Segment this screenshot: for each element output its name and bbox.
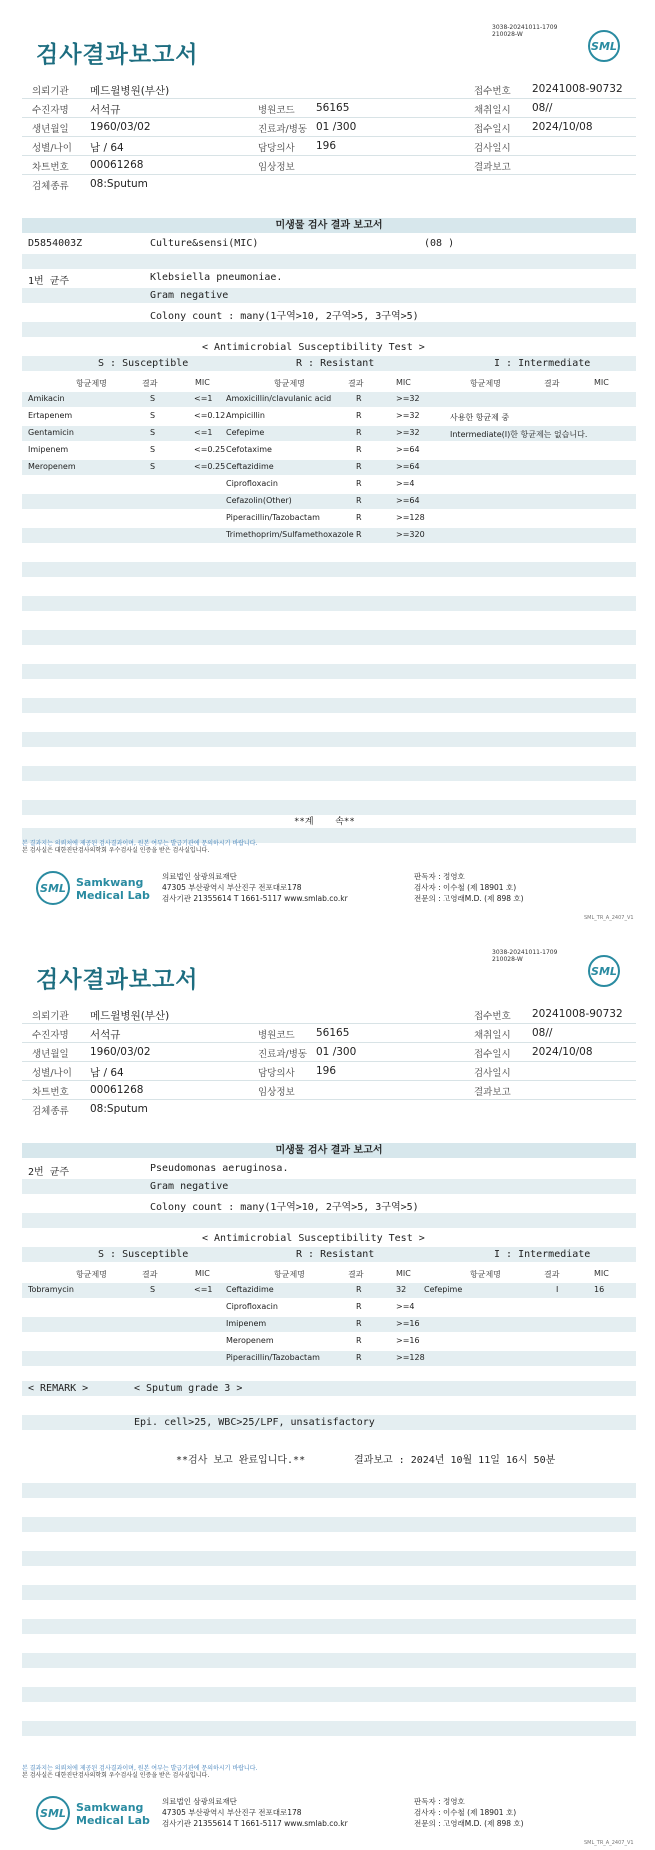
ast-drug-cell: Piperacillin/Tazobactam (226, 513, 320, 522)
footer-notice (22, 1765, 257, 1779)
ast-mic-cell: >=64 (396, 462, 420, 471)
ast-mic-cell: >=16 (396, 1319, 420, 1328)
ast-result-cell: S (150, 1285, 156, 1294)
client-value: 메드윌병원(부산) (90, 1010, 170, 1022)
ast-drug-cell: Tobramycin (28, 1285, 74, 1294)
report-label: 결과보고 (474, 162, 511, 173)
addr-line: 의료법인 삼광의료재단 (162, 872, 237, 881)
ast-mic-cell: >=32 (396, 394, 420, 403)
barcode-code (492, 24, 557, 38)
sex-age-value: 남 / 64 (90, 142, 124, 154)
ast-result-cell: R (356, 394, 362, 403)
ast-drug-cell: Meropenem (28, 462, 76, 471)
info-row (22, 175, 636, 194)
info-row (22, 1100, 636, 1119)
stripe (22, 288, 636, 303)
ast-mic-cell: >=320 (396, 530, 425, 539)
ast-row-stripe (22, 460, 636, 475)
organism-name: Klebsiella pneumoniae. (150, 272, 283, 283)
dept-value: 01 /300 (316, 121, 357, 133)
col-mic-header: MIC (195, 378, 210, 387)
footer-signatures (414, 871, 524, 904)
stripe (22, 596, 636, 611)
stripe (22, 1687, 636, 1702)
stripe (22, 322, 636, 337)
footer-notice (22, 840, 257, 854)
doc-code: SML_TR_A_2407_V1 (584, 915, 634, 921)
hosp-code-label: 병원코드 (258, 1030, 295, 1041)
sml-logo: SML (588, 955, 620, 987)
info-row (22, 1081, 636, 1100)
info-row (22, 156, 636, 175)
notice-line: 본 검사실은 대한진단검사의학회 우수검사실 인증을 받은 검사실입니다. (22, 847, 210, 854)
stripe (22, 1653, 636, 1668)
report-label: 결과보고 (474, 1087, 511, 1098)
colony-count: Colony count : many(1구역>10, 2구역>5, 3구역>5) (150, 1202, 419, 1213)
receipt-date-value: 2024/10/08 (532, 121, 593, 133)
ast-drug-cell: Cefazolin(Other) (226, 496, 292, 505)
sex-age-label: 성별/나이 (32, 1068, 72, 1079)
continued-text: **계 속** (294, 817, 355, 827)
section-title: 미생물 검사 결과 보고서 (22, 218, 636, 233)
remark-grade: < Sputum grade 3 > (134, 1383, 243, 1394)
ast-mic-cell: 32 (396, 1285, 407, 1294)
chart-value: 00061268 (90, 159, 144, 171)
sml-logo: SML (588, 30, 620, 62)
organism-label: 2번 균주 (28, 1167, 70, 1178)
specimen-label: 검체종류 (32, 181, 69, 192)
sign-line: 검사자 : 이수철 (제 18901 호) (414, 1808, 517, 1817)
ast-drug-cell: Trimethoprim/Sulfamethoxazole (226, 530, 354, 539)
doctor-value: 196 (316, 1065, 337, 1077)
ast-mic-cell: >=4 (396, 479, 415, 488)
ast-drug-cell: Ciprofloxacin (226, 1302, 278, 1311)
legend-intermediate: I : Intermediate (494, 358, 591, 369)
dept-label: 진료과/병동 (258, 124, 308, 135)
gram-stain: Gram negative (150, 1181, 229, 1192)
legend-susceptible: S : Susceptible (98, 1249, 189, 1260)
info-row (22, 99, 636, 118)
specimen-label: 검체종류 (32, 1106, 69, 1117)
ast-result-cell: I (556, 1285, 559, 1294)
receipt-no-value: 20241008-90732 (532, 1008, 623, 1020)
intermediate-note: 사용한 항균제 중 (450, 413, 510, 422)
ast-title: < Antimicrobial Susceptibility Test > (202, 342, 425, 353)
ast-result-cell: R (356, 462, 362, 471)
receipt-no-value: 20241008-90732 (532, 83, 623, 95)
col-result-header: 결과 (544, 1270, 560, 1279)
col-drug-header: 항균제명 (470, 1270, 501, 1279)
ast-result-cell: S (150, 445, 156, 454)
stripe (22, 562, 636, 577)
receipt-date-label: 접수일시 (474, 124, 511, 135)
info-row (22, 1043, 636, 1062)
footer-signatures (414, 1796, 524, 1829)
stripe (22, 254, 636, 269)
collect-date-label: 채취일시 (474, 1030, 511, 1041)
info-row (22, 137, 636, 156)
stripe (22, 698, 636, 713)
ast-drug-cell: Cefotaxime (226, 445, 272, 454)
patient-value: 서석규 (90, 1029, 121, 1041)
ast-mic-cell: >=16 (396, 1336, 420, 1345)
hosp-code-label: 병원코드 (258, 105, 295, 116)
code-line-2: 210028-W (492, 31, 523, 38)
ast-mic-cell: >=4 (396, 1302, 415, 1311)
ast-mic-cell: >=32 (396, 411, 420, 420)
col-result-header: 결과 (348, 1270, 364, 1279)
birth-label: 생년월일 (32, 124, 69, 135)
sign-line: 전문의 : 고영래M.D. (제 898 호) (414, 894, 524, 903)
ast-drug-cell: Amoxicillin/clavulanic acid (226, 394, 332, 403)
addr-line: 의료법인 삼광의료재단 (162, 1797, 237, 1806)
ast-drug-cell: Meropenem (226, 1336, 274, 1345)
collect-date-label: 채취일시 (474, 105, 511, 116)
birth-value: 1960/03/02 (90, 121, 151, 133)
organism-name: Pseudomonas aeruginosa. (150, 1163, 289, 1174)
info-row (22, 118, 636, 137)
footer-sml-logo: SML (36, 871, 70, 905)
ast-mic-cell: 16 (594, 1285, 605, 1294)
hosp-code-value: 56165 (316, 1027, 350, 1039)
sign-line: 판독자 : 정영호 (414, 872, 465, 881)
notice-line: 본 결과지는 의뢰처에 제공된 검사결과이며, 원본 여부는 발급기관에 문의하시기 바랍니다. (22, 840, 258, 847)
client-value: 메드윌병원(부산) (90, 85, 170, 97)
patient-info (22, 80, 636, 194)
test-code: D5854003Z (28, 238, 83, 249)
info-row (22, 80, 636, 99)
col-drug-header: 항균제명 (274, 379, 305, 388)
addr-line: 47305 부산광역시 부산진구 전포대로178 (162, 1808, 302, 1817)
stripe (22, 766, 636, 781)
legend-susceptible: S : Susceptible (98, 358, 189, 369)
code-line-1: 3038-20241011-1709 (492, 24, 558, 31)
barcode-code (492, 949, 557, 963)
colony-count: Colony count : many(1구역>10, 2구역>5, 3구역>5) (150, 311, 419, 322)
ast-result-cell: R (356, 411, 362, 420)
patient-label: 수진자명 (32, 1030, 69, 1041)
notice-line: 본 결과지는 의뢰처에 제공된 검사결과이며, 원본 여부는 발급기관에 문의하시기 바랍니다. (22, 1765, 258, 1772)
client-label: 의뢰기관 (32, 86, 69, 97)
specimen-value: 08:Sputum (90, 178, 148, 190)
brand-line: Medical Lab (76, 889, 150, 902)
stripe (22, 1619, 636, 1634)
brand-line: Samkwang (76, 876, 144, 889)
ast-result-cell: R (356, 530, 362, 539)
footer-sml-logo: SML (36, 1796, 70, 1830)
sign-line: 검사자 : 이수철 (제 18901 호) (414, 883, 517, 892)
ast-result-cell: R (356, 1353, 362, 1362)
ast-mic-cell: <=1 (194, 428, 213, 437)
ast-mic-cell: >=64 (396, 496, 420, 505)
stripe (22, 1721, 636, 1736)
ast-result-cell: R (356, 479, 362, 488)
page-title: 검사결과보고서 (36, 42, 199, 68)
ast-mic-cell: <=1 (194, 394, 213, 403)
test-date-label: 검사일시 (474, 143, 511, 154)
sex-age-value: 남 / 64 (90, 1067, 124, 1079)
test-num: (08 ) (424, 238, 455, 249)
section-title: 미생물 검사 결과 보고서 (22, 1143, 636, 1158)
doctor-value: 196 (316, 140, 337, 152)
addr-line: 검사기관 21355614 T 1661-5117 www.smlab.co.kr (162, 1819, 348, 1828)
col-result-header: 결과 (348, 379, 364, 388)
col-drug-header: 항균제명 (274, 1270, 305, 1279)
col-mic-header: MIC (396, 378, 411, 387)
stripe (22, 732, 636, 747)
stripe (22, 664, 636, 679)
col-result-header: 결과 (142, 379, 158, 388)
ast-drug-cell: Piperacillin/Tazobactam (226, 1353, 320, 1362)
patient-value: 서석규 (90, 104, 121, 116)
col-drug-header: 항균제명 (76, 379, 107, 388)
ast-result-cell: R (356, 496, 362, 505)
stripe (22, 1551, 636, 1566)
ast-mic-cell: >=64 (396, 445, 420, 454)
collect-date-value: 08// (532, 1027, 553, 1039)
chart-label: 차트번호 (32, 162, 69, 173)
dept-value: 01 /300 (316, 1046, 357, 1058)
ast-row-stripe (22, 1283, 636, 1298)
organism-label: 1번 균주 (28, 276, 70, 287)
ast-mic-cell: >=128 (396, 513, 425, 522)
ast-result-cell: R (356, 513, 362, 522)
gram-stain: Gram negative (150, 290, 229, 301)
ast-result-cell: R (356, 1336, 362, 1345)
doc-code: SML_TR_A_2407_V1 (584, 1840, 634, 1846)
ast-drug-cell: Imipenem (28, 445, 69, 454)
ast-mic-cell: <=0.25 (194, 445, 226, 454)
code-line-2: 210028-W (492, 956, 523, 963)
ast-drug-cell: Gentamicin (28, 428, 74, 437)
footer-brand (76, 1801, 150, 1827)
stripe (22, 1179, 636, 1194)
dept-label: 진료과/병동 (258, 1049, 308, 1060)
legend-intermediate: I : Intermediate (494, 1249, 591, 1260)
page-title: 검사결과보고서 (36, 967, 199, 993)
stripe (22, 1381, 636, 1396)
ast-drug-cell: Ertapenem (28, 411, 73, 420)
legend-resistant: R : Resistant (296, 358, 375, 369)
stripe (22, 630, 636, 645)
col-result-header: 결과 (544, 379, 560, 388)
doctor-label: 담당의사 (258, 143, 295, 154)
ast-result-cell: S (150, 394, 156, 403)
report-page-2 (0, 925, 655, 1850)
footer-brand (76, 876, 150, 902)
ast-result-cell: S (150, 462, 156, 471)
footer-address (162, 871, 348, 904)
ast-result-cell: R (356, 1319, 362, 1328)
ast-row-stripe (22, 1317, 636, 1332)
code-line-1: 3038-20241011-1709 (492, 949, 558, 956)
receipt-no-label: 접수번호 (474, 1011, 511, 1022)
report-complete: **검사 보고 완료입니다.** (176, 1455, 306, 1466)
col-drug-header: 항균제명 (76, 1270, 107, 1279)
remark-detail: Epi. cell>25, WBC>25/LPF, unsatisfactory (134, 1417, 375, 1428)
receipt-date-value: 2024/10/08 (532, 1046, 593, 1058)
clinical-label: 임상정보 (258, 162, 295, 173)
stripe (22, 1517, 636, 1532)
ast-drug-cell: Cefepime (424, 1285, 463, 1294)
ast-drug-cell: Cefepime (226, 428, 265, 437)
sex-age-label: 성별/나이 (32, 143, 72, 154)
ast-drug-cell: Ampicillin (226, 411, 265, 420)
ast-result-cell: R (356, 1285, 362, 1294)
ast-drug-cell: Imipenem (226, 1319, 267, 1328)
clinical-label: 임상정보 (258, 1087, 295, 1098)
col-drug-header: 항균제명 (470, 379, 501, 388)
receipt-no-label: 접수번호 (474, 86, 511, 97)
birth-value: 1960/03/02 (90, 1046, 151, 1058)
legend-resistant: R : Resistant (296, 1249, 375, 1260)
ast-result-cell: R (356, 1302, 362, 1311)
chart-value: 00061268 (90, 1084, 144, 1096)
stripe (22, 1585, 636, 1600)
remark-label: < REMARK > (28, 1383, 89, 1394)
sign-line: 판독자 : 정영호 (414, 1797, 465, 1806)
ast-mic-cell: >=128 (396, 1353, 425, 1362)
ast-result-cell: R (356, 428, 362, 437)
col-mic-header: MIC (396, 1269, 411, 1278)
ast-mic-cell: <=0.25 (194, 462, 226, 471)
receipt-date-label: 접수일시 (474, 1049, 511, 1060)
hosp-code-value: 56165 (316, 102, 350, 114)
patient-label: 수진자명 (32, 105, 69, 116)
ast-drug-cell: Amikacin (28, 394, 65, 403)
ast-row-stripe (22, 1351, 636, 1366)
col-mic-header: MIC (195, 1269, 210, 1278)
ast-drug-cell: Ceftazidime (226, 462, 274, 471)
test-name: Culture&sensi(MIC) (150, 238, 259, 249)
chart-label: 차트번호 (32, 1087, 69, 1098)
ast-mic-cell: <=1 (194, 1285, 213, 1294)
info-row (22, 1024, 636, 1043)
brand-line: Medical Lab (76, 1814, 150, 1827)
sign-line: 전문의 : 고영래M.D. (제 898 호) (414, 1819, 524, 1828)
ast-result-cell: S (150, 428, 156, 437)
col-mic-header: MIC (594, 378, 609, 387)
ast-title: < Antimicrobial Susceptibility Test > (202, 1233, 425, 1244)
doctor-label: 담당의사 (258, 1068, 295, 1079)
ast-mic-cell: <=0.12 (194, 411, 226, 420)
col-mic-header: MIC (594, 1269, 609, 1278)
ast-mic-cell: >=32 (396, 428, 420, 437)
stripe (22, 1213, 636, 1228)
ast-drug-cell: Ciprofloxacin (226, 479, 278, 488)
collect-date-value: 08// (532, 102, 553, 114)
stripe (22, 800, 636, 815)
footer-address (162, 1796, 348, 1829)
stripe (22, 1483, 636, 1498)
brand-line: Samkwang (76, 1801, 144, 1814)
ast-drug-cell: Ceftazidime (226, 1285, 274, 1294)
col-result-header: 결과 (142, 1270, 158, 1279)
specimen-value: 08:Sputum (90, 1103, 148, 1115)
ast-result-cell: R (356, 445, 362, 454)
patient-info (22, 1005, 636, 1119)
addr-line: 47305 부산광역시 부산진구 전포대로178 (162, 883, 302, 892)
client-label: 의뢰기관 (32, 1011, 69, 1022)
info-row (22, 1062, 636, 1081)
notice-line: 본 검사실은 대한진단검사의학회 우수검사실 인증을 받은 검사실입니다. (22, 1772, 210, 1779)
addr-line: 검사기관 21355614 T 1661-5117 www.smlab.co.kr (162, 894, 348, 903)
birth-label: 생년월일 (32, 1049, 69, 1060)
test-date-label: 검사일시 (474, 1068, 511, 1079)
info-row (22, 1005, 636, 1024)
intermediate-note: Intermediate(I)한 항균제는 없습니다. (450, 430, 588, 439)
ast-result-cell: S (150, 411, 156, 420)
ast-row-stripe (22, 494, 636, 509)
report-time: 결과보고 : 2024년 10월 11일 16시 50분 (354, 1455, 556, 1466)
